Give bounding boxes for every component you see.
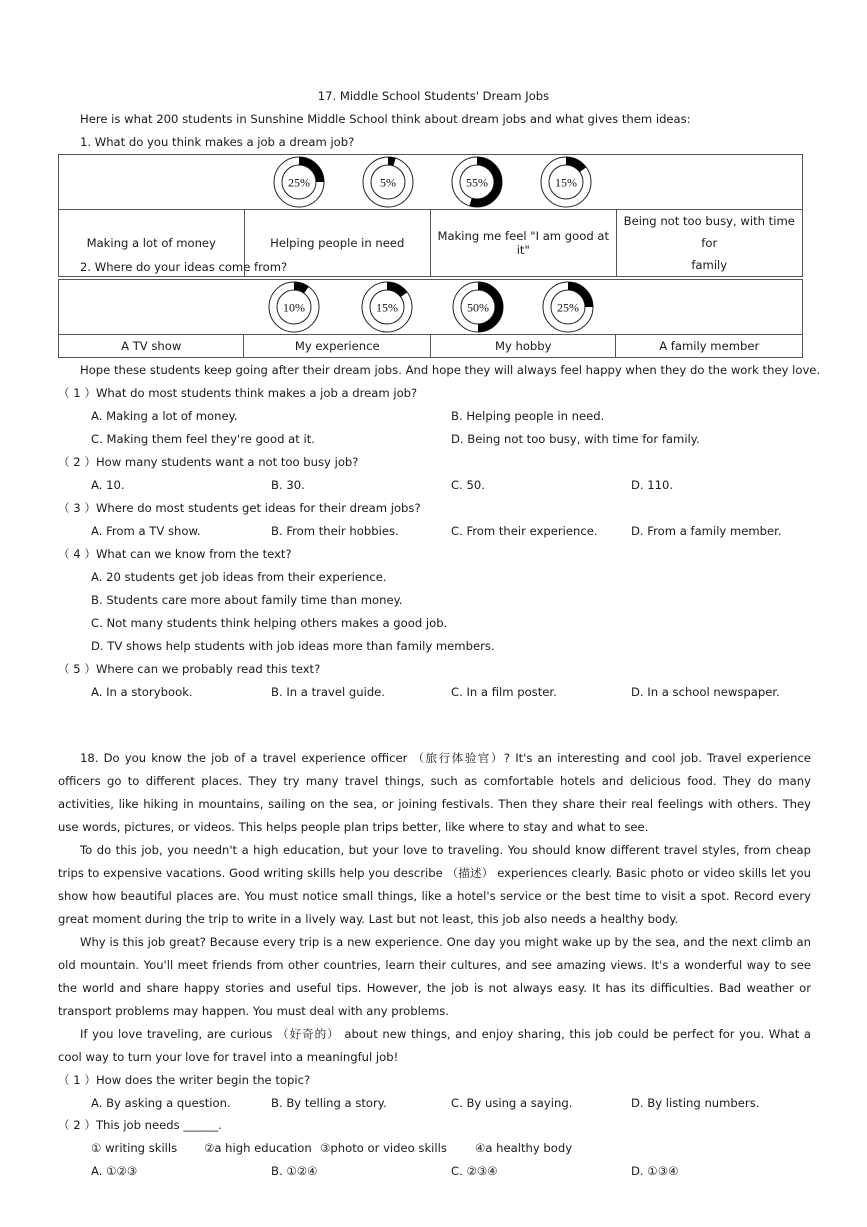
survey2-question: 2. Where do your ideas come from?	[80, 260, 288, 274]
survey2-ring-1	[265, 280, 323, 334]
q18-2-number: （ 2 ）	[58, 1118, 96, 1132]
q17-2-option-b[interactable]: B. 30.	[271, 478, 305, 492]
q17-1-option-a[interactable]: A. Making a lot of money.	[91, 409, 238, 423]
survey2-ring-4	[539, 280, 597, 334]
survey2-label-1: A TV show	[59, 335, 244, 358]
q17-1-option-d[interactable]: D. Being not too busy, with time for family.	[451, 432, 700, 446]
q17-4-stem	[58, 547, 292, 561]
q17-2-option-c[interactable]: C. 50.	[451, 478, 485, 492]
q17-1-option-c[interactable]: C. Making them feel they're good at it.	[91, 432, 315, 446]
survey2-ring-2	[358, 280, 416, 334]
closing-text: Hope these students keep going after their dream jobs. And hope they will always feel happy when they do the work they love.	[80, 363, 821, 377]
ring-percent-label: 5%	[380, 175, 396, 190]
passage-title: 17. Middle School Students' Dream Jobs	[317, 89, 550, 103]
q18-1-option-d[interactable]: D. By listing numbers.	[631, 1096, 760, 1110]
q18-1-option-b[interactable]: B. By telling a story.	[271, 1096, 387, 1110]
q17-3-number: （ 3 ）	[58, 501, 96, 515]
q17-1-number: （ 1 ）	[58, 386, 96, 400]
q17-1-text: What do most students think makes a job a dream job?	[95, 386, 418, 400]
survey1-rings	[59, 155, 803, 210]
q17-2-option-a[interactable]: A. 10.	[91, 478, 125, 492]
q17-3-option-a[interactable]: A. From a TV show.	[91, 524, 201, 538]
q17-2-stem	[58, 455, 358, 469]
q17-2-text: How many students want a not too busy job?	[95, 455, 359, 469]
q18-2-text: This job needs ______.	[95, 1118, 222, 1132]
intro-text: Here is what 200 students in Sunshine Middle School think about dream jobs and what gives them ideas:	[80, 112, 691, 126]
q18-paragraph-1: 18. Do you know the job of a travel experience officer （旅行体验官）? It's an interesting and cool job. Travel experience officers go to different places. They try many travel things, such as comfortable hotels and delicious food. They do many activities, like hiking in mountains, sailing on the sea, or joining festivals. Then they share their real feelings with others. They use words, pictures, or videos. This helps people plan trips better, like where to stay and what to see.	[58, 751, 811, 834]
ring-percent-label: 25%	[557, 300, 579, 315]
ring-percent-label: 15%	[376, 300, 398, 315]
q17-3-stem	[58, 501, 421, 515]
q18-2-option-b[interactable]: B. ①②④	[271, 1164, 318, 1178]
q18-2-option-d[interactable]: D. ①③④	[631, 1164, 679, 1178]
survey1-ring-1	[270, 155, 328, 209]
q17-4-option-d[interactable]: D. TV shows help students with job ideas more than family members.	[91, 639, 495, 653]
q17-5-number: （ 5 ）	[58, 662, 96, 676]
ring-percent-label: 50%	[467, 300, 489, 315]
survey2-table	[58, 279, 803, 358]
q17-3-option-d[interactable]: D. From a family member.	[631, 524, 782, 538]
q17-4-option-c[interactable]: C. Not many students think helping others makes a good job.	[91, 616, 448, 630]
survey1-ring-3	[448, 155, 506, 209]
q18-paragraph-3: Why is this job great? Because every trip is a new experience. One day you might wake up by the sea, and the next climb an old mountain. You'll meet friends from other countries, learn their cultures, and see amazing views. It's a wonderful way to see the world and share happy stories and useful tips. However, the job is not always easy. It has its difficulties. Bad weather or transport problems may happen. You must deal with any problems.	[58, 935, 811, 1018]
q18-1-stem	[58, 1073, 310, 1087]
q17-1-stem	[58, 386, 417, 400]
q17-5-text: Where can we probably read this text?	[95, 662, 321, 676]
q17-5-option-b[interactable]: B. In a travel guide.	[271, 685, 385, 699]
survey1-label-3: Making me feel "I am good at it"	[431, 210, 617, 277]
q17-4-option-b[interactable]: B. Students care more about family time than money.	[91, 593, 403, 607]
ring-filled-arc	[388, 161, 394, 162]
q18-2-option-c[interactable]: C. ②③④	[451, 1164, 498, 1178]
q18-2-item-4: ④a healthy body	[475, 1141, 573, 1155]
q17-3-option-c[interactable]: C. From their experience.	[451, 524, 598, 538]
ring-percent-label: 15%	[555, 175, 577, 190]
q17-4-text: What can we know from the text?	[95, 547, 292, 561]
q18-1-option-a[interactable]: A. By asking a question.	[91, 1096, 231, 1110]
survey1-ring-4	[537, 155, 595, 209]
survey2-label-2: My experience	[244, 335, 431, 358]
q17-4-option-a[interactable]: A. 20 students get job ideas from their experience.	[91, 570, 387, 584]
q17-5-option-d[interactable]: D. In a school newspaper.	[631, 685, 780, 699]
q18-2-item-1: ① writing skills	[91, 1141, 178, 1155]
q17-5-option-c[interactable]: C. In a film poster.	[451, 685, 557, 699]
survey2-ring-3	[449, 280, 507, 334]
survey1-label-1: Making a lot of money	[59, 210, 245, 277]
survey1-label-4	[616, 210, 803, 277]
ring-percent-label: 10%	[283, 300, 305, 315]
q18-2-item-3: ③photo or video skills	[320, 1141, 447, 1155]
q18-paragraph-2: To do this job, you needn't a high education, but your love to traveling. You should know different travel styles, from cheap trips to expensive vacations. Good writing skills help you describe （描述） experiences clearly. Basic photo or video skills let you show how beautiful places are. You must notice small things, like a hotel's service or the best time to visit a spot. Record every great moment during the trip to write in a lively way. Last but not least, this job also needs a healthy body.	[58, 843, 811, 926]
survey1-label-2: Helping people in need	[244, 210, 431, 277]
q17-5-stem	[58, 662, 320, 676]
survey2-label-3: My hobby	[431, 335, 616, 358]
survey1-question: 1. What do you think makes a job a dream job?	[80, 135, 355, 149]
survey1-ring-2	[359, 155, 417, 209]
q17-2-number: （ 2 ）	[58, 455, 96, 469]
q18-1-text: How does the writer begin the topic?	[95, 1073, 311, 1087]
ring-percent-label: 55%	[466, 175, 488, 190]
q18-1-number: （ 1 ）	[58, 1073, 96, 1087]
q18-2-option-a[interactable]: A. ①②③	[91, 1164, 138, 1178]
q17-1-option-b[interactable]: B. Helping people in need.	[451, 409, 605, 423]
survey2-rings	[59, 280, 803, 335]
q17-3-text: Where do most students get ideas for their dream jobs?	[95, 501, 421, 515]
q17-4-number: （ 4 ）	[58, 547, 96, 561]
survey1-label-4-line2: family	[691, 258, 728, 272]
ring-filled-arc	[294, 286, 306, 290]
survey1-table	[58, 154, 803, 277]
q18-paragraph-4: If you love traveling, are curious （好奇的） about new things, and enjoy sharing, this job could be perfect for you. What a cool way to turn your love for travel into a meaningful job!	[58, 1027, 811, 1064]
q18-2-item-2: ②a high education	[204, 1141, 312, 1155]
survey2-label-4: A family member	[616, 335, 803, 358]
ring-percent-label: 25%	[288, 175, 310, 190]
q17-3-option-b[interactable]: B. From their hobbies.	[271, 524, 399, 538]
q17-5-option-a[interactable]: A. In a storybook.	[91, 685, 193, 699]
q17-2-option-d[interactable]: D. 110.	[631, 478, 674, 492]
q18-2-stem	[58, 1118, 222, 1132]
survey1-label-4-line1: Being not too busy, with time for	[623, 214, 795, 250]
q18-1-option-c[interactable]: C. By using a saying.	[451, 1096, 573, 1110]
